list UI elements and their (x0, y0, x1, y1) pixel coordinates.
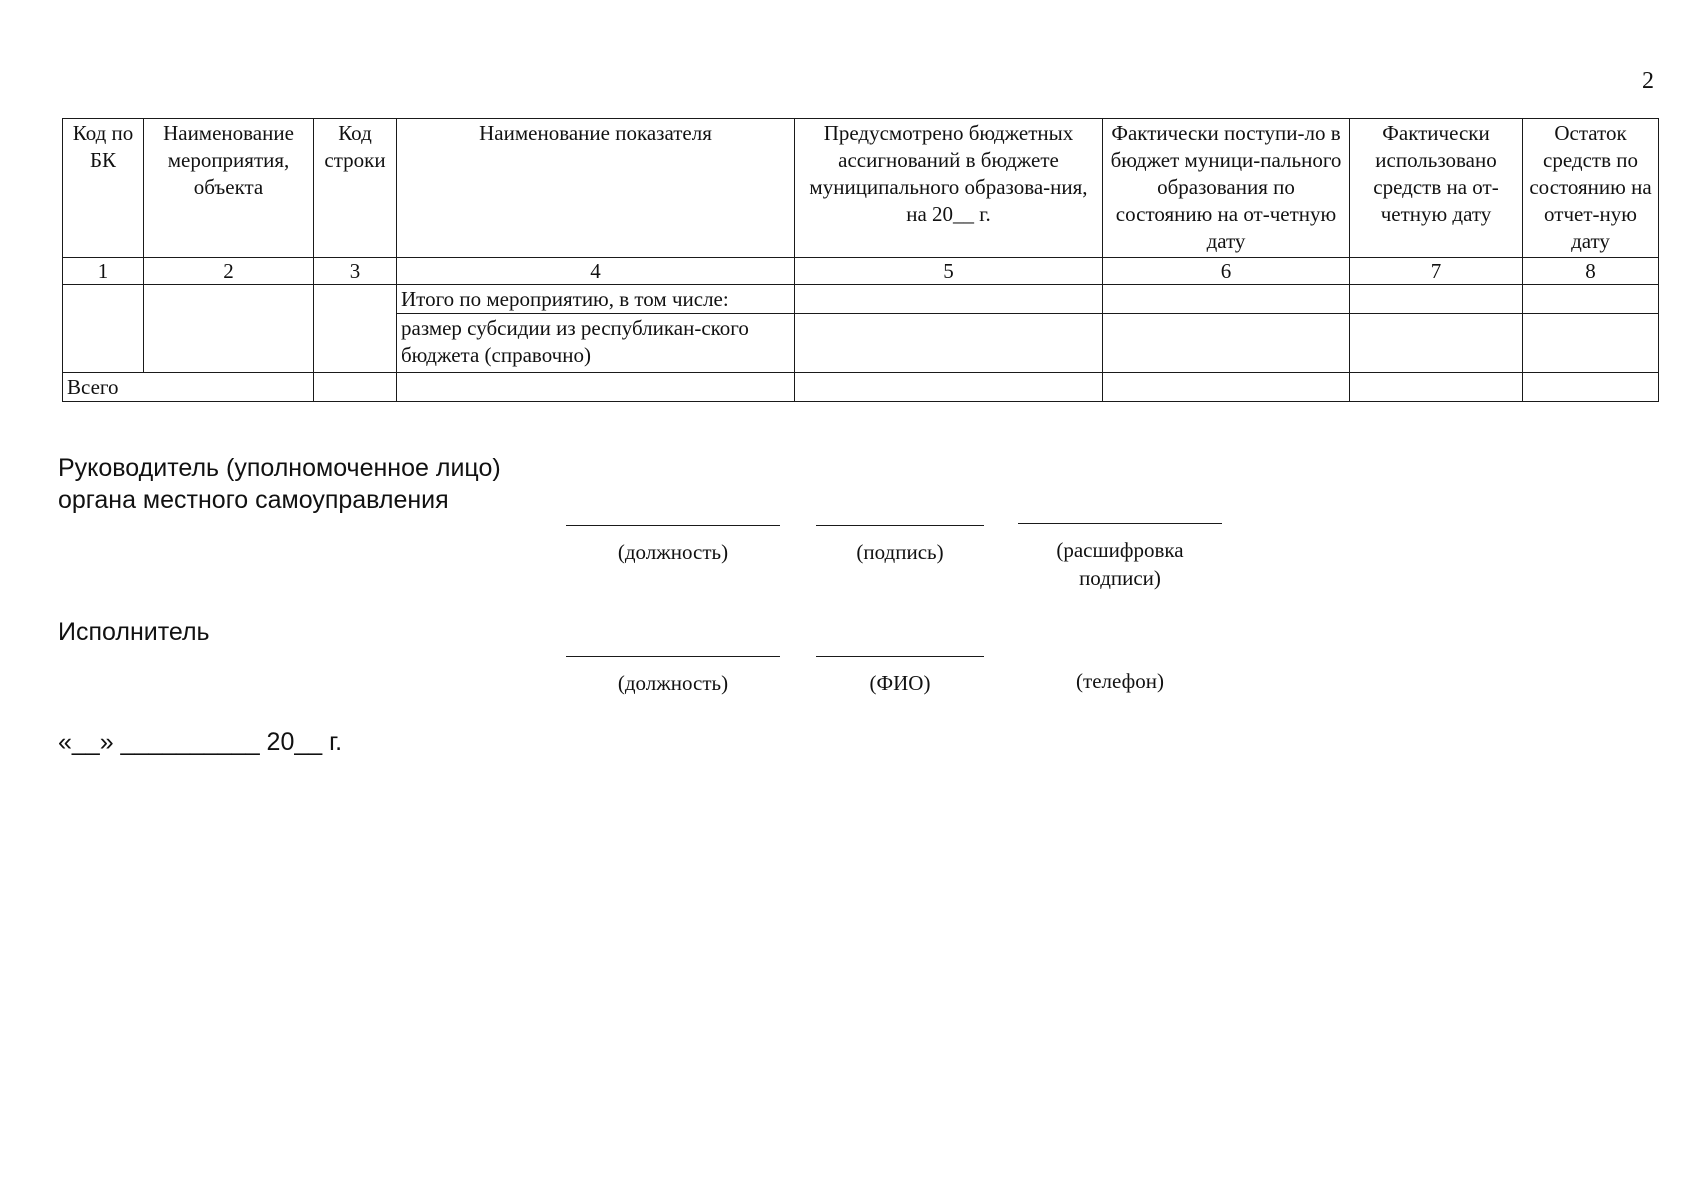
column-number: 1 (63, 258, 144, 285)
head-caption-signature: (подпись) (856, 540, 944, 564)
cell-bk-code[interactable] (63, 285, 144, 373)
head-label-line1: Руководитель (уполномоченное лицо) (58, 454, 501, 482)
table-header-row (63, 119, 1659, 258)
cell-row-code[interactable] (314, 285, 397, 373)
head-label (58, 452, 501, 516)
head-decoding-line[interactable] (1018, 523, 1222, 524)
report-table (62, 118, 1659, 402)
column-number: 3 (314, 258, 397, 285)
exec-caption-name: (ФИО) (869, 671, 931, 695)
column-number: 8 (1523, 258, 1659, 285)
header-cell: Фактически использовано средств на от-четную дату (1350, 119, 1523, 258)
header-cell: Наименование мероприятия, объекта (144, 119, 314, 258)
head-label-line2: органа местного самоуправления (58, 486, 449, 514)
exec-caption-phone: (телефон) (1076, 669, 1164, 693)
header-cell: Код по БК (63, 119, 144, 258)
cell-value[interactable] (1103, 285, 1350, 314)
exec-name-line[interactable] (816, 656, 984, 657)
row-label-event-total: Итого по мероприятию, в том числе: (397, 285, 795, 314)
head-position-line[interactable] (566, 525, 780, 526)
cell-value[interactable] (1350, 285, 1523, 314)
cell-value[interactable] (795, 285, 1103, 314)
cell-value[interactable] (1523, 285, 1659, 314)
column-number: 2 (144, 258, 314, 285)
exec-position-line[interactable] (566, 656, 780, 657)
header-cell: Наименование показателя (397, 119, 795, 258)
head-signature-line[interactable] (816, 525, 984, 526)
cell-value[interactable] (795, 314, 1103, 373)
header-cell: Остаток средств по состоянию на отчет-ную дату (1523, 119, 1659, 258)
cell-value[interactable] (1350, 314, 1523, 373)
column-number: 6 (1103, 258, 1350, 285)
table-row-grand-total (63, 373, 1659, 402)
page-number: 2 (1642, 68, 1654, 94)
header-cell: Код строки (314, 119, 397, 258)
row-label-subsidy: размер субсидии из республикан-ского бюджета (справочно) (397, 314, 795, 373)
cell-value[interactable] (314, 373, 397, 402)
date-line: «__» __________ 20__ г. (58, 728, 343, 756)
head-caption-decoding: (расшифровка подписи) (1056, 538, 1184, 590)
head-caption-position: (должность) (617, 540, 729, 564)
cell-value[interactable] (1103, 373, 1350, 402)
cell-event-name[interactable] (144, 285, 314, 373)
column-number: 5 (795, 258, 1103, 285)
cell-value[interactable] (1523, 314, 1659, 373)
column-number: 4 (397, 258, 795, 285)
header-cell: Предусмотрено бюджетных ассигнований в бюджете муниципального образова-ния, на 20__ г. (795, 119, 1103, 258)
executor-label: Исполнитель (58, 618, 210, 646)
column-number-row (63, 258, 1659, 285)
cell-value[interactable] (1103, 314, 1350, 373)
column-number: 7 (1350, 258, 1523, 285)
exec-caption-position: (должность) (617, 671, 729, 695)
cell-value[interactable] (1523, 373, 1659, 402)
cell-value[interactable] (1350, 373, 1523, 402)
cell-value[interactable] (397, 373, 795, 402)
row-label-grand-total: Всего (63, 373, 314, 402)
header-cell: Фактически поступи-ло в бюджет муници-пального образования по состоянию на от-четную дату (1103, 119, 1350, 258)
cell-value[interactable] (795, 373, 1103, 402)
table-row-event-total (63, 285, 1659, 314)
